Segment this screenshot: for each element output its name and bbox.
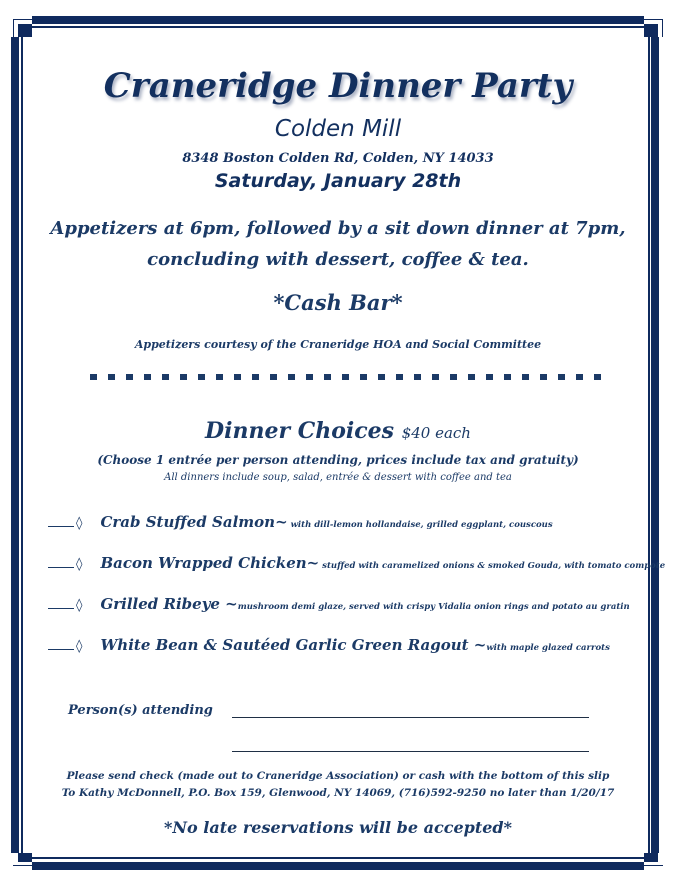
cash-bar-note: *Cash Bar* (273, 290, 403, 315)
quantity-blank[interactable] (48, 526, 74, 527)
choice-name: Bacon Wrapped Chicken~ (100, 554, 320, 572)
frame-tr-outer-v (662, 19, 663, 37)
quantity-blank[interactable] (48, 608, 74, 609)
dinner-choice-item (48, 635, 658, 654)
frame-corner-tl (18, 24, 32, 37)
choice-instructions: (Choose 1 entrée per person attending, prices include tax and gratuity) (97, 453, 579, 467)
choice-description: with dill-lemon hollandaise, grilled eggplant, couscous (287, 520, 553, 530)
dinner-choice-item (48, 512, 658, 531)
event-schedule (0, 213, 676, 275)
appetizers-courtesy: Appetizers courtesy of the Craneridge HOA and Social Committee (134, 338, 542, 351)
frame-corner-br (644, 853, 658, 862)
frame-corner-tr (644, 24, 658, 37)
dinner-choices-title: Dinner Choices (205, 418, 395, 444)
schedule-line-2: concluding with dessert, coffee & tea. (147, 249, 529, 270)
dinner-includes: All dinners include soup, salad, entrée & dessert with coffee and tea (164, 472, 512, 483)
quantity-blank[interactable] (48, 649, 74, 650)
frame-bottom-bar (32, 862, 644, 870)
choice-description: stuffed with caramelized onions & smoked Gouda, with tomato compote (319, 561, 666, 571)
persons-attending-label: Person(s) attending (68, 703, 213, 718)
frame-bottom-line (32, 857, 644, 859)
dinner-choice-item (48, 594, 658, 613)
frame-top-bar (32, 16, 644, 24)
choice-description: mushroom demi glaze, served with crispy Vidalia onion rings and potato au gratin (237, 602, 630, 612)
payment-instructions-line-1: Please send check (made out to Craneridge Association) or cash with the bottom of this slip (66, 770, 610, 782)
schedule-line-1: Appetizers at 6pm, followed by a sit down dinner at 7pm, (50, 218, 626, 239)
event-title: Craneridge Dinner Party (103, 66, 573, 106)
persons-attending-line-2[interactable] (232, 751, 589, 752)
choice-description: with maple glazed carrots (486, 643, 610, 653)
frame-tr-outer-h (644, 19, 663, 20)
no-late-reservations-note: *No late reservations will be accepted* (164, 818, 512, 837)
dinner-choice-item (48, 553, 666, 572)
diamond-icon: ◊ (76, 516, 83, 531)
frame-corner-bl (18, 853, 32, 862)
persons-attending-line-1[interactable] (232, 717, 589, 718)
choice-name: White Bean & Sautéed Garlic Green Ragout ~ (100, 636, 487, 654)
diamond-icon: ◊ (76, 557, 83, 572)
diamond-icon: ◊ (76, 639, 83, 654)
frame-top-line (32, 26, 644, 28)
quantity-blank[interactable] (48, 567, 74, 568)
frame-bl-outer-h (13, 865, 32, 866)
dashed-divider (90, 374, 602, 380)
payment-instructions (0, 768, 676, 802)
payment-instructions-line-2: To Kathy McDonnell, P.O. Box 159, Glenwood, NY 14069, (716)592-9250 no later than 1/20/17 (61, 787, 615, 799)
frame-br-outer-h (644, 865, 663, 866)
choice-name: Crab Stuffed Salmon~ (100, 513, 288, 531)
choice-name: Grilled Ribeye ~ (100, 595, 238, 613)
venue-address: 8348 Boston Colden Rd, Colden, NY 14033 (182, 151, 494, 166)
event-date: Saturday, January 28th (214, 170, 462, 192)
venue-name: Colden Mill (274, 116, 402, 142)
diamond-icon: ◊ (76, 598, 83, 613)
dinner-choices-heading (0, 418, 676, 444)
frame-tl-outer-h (13, 19, 32, 20)
frame-tl-outer-v (13, 19, 14, 37)
dinner-price: $40 each (401, 424, 471, 442)
